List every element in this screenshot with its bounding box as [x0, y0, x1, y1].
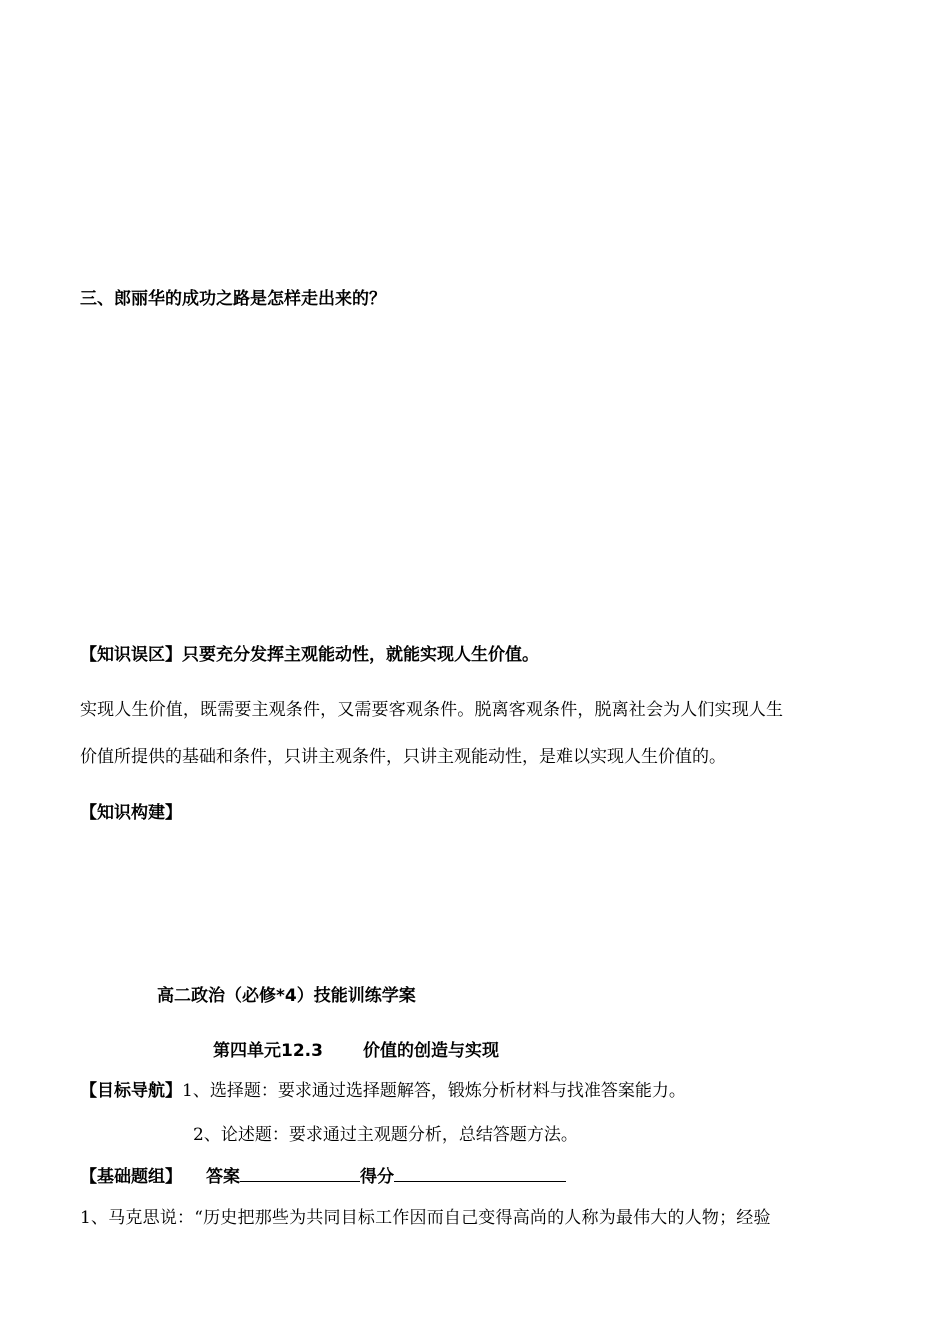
section3-question: 三、郎丽华的成功之路是怎样走出来的？: [80, 289, 386, 309]
misconception-label: 【知识误区】: [80, 645, 182, 665]
worksheet-topic: 价值的创造与实现: [362, 1041, 499, 1061]
misconception-explanation-line2: 价值所提供的基础和条件，只讲主观条件，只讲主观能动性，是难以实现人生价值的。: [80, 747, 726, 767]
answer-label: 答案: [206, 1167, 240, 1187]
score-blank[interactable]: [394, 1165, 566, 1182]
knowledge-build-label: 【知识构建】: [80, 803, 182, 823]
answer-blank[interactable]: [240, 1165, 360, 1182]
goals-row1: [80, 1080, 686, 1102]
score-label: 得分: [360, 1167, 394, 1187]
misconception-heading: [80, 644, 539, 666]
goals-item1: 1、选择题：要求通过选择题解答，锻炼分析材料与找准答案能力。: [182, 1081, 686, 1101]
worksheet-unit: 第四单元12.3: [213, 1041, 323, 1061]
misconception-statement: 只要充分发挥主观能动性，就能实现人生价值。: [182, 645, 539, 665]
question1-text: 1、马克思说：“历史把那些为共同目标工作因而自己变得高尚的人称为最伟大的人物；经验: [80, 1208, 771, 1228]
basic-group-label: 【基础题组】: [80, 1167, 182, 1187]
goals-label: 【目标导航】: [80, 1081, 182, 1101]
worksheet-subtitle: [213, 1040, 499, 1062]
goals-item2: 2、论述题：要求通过主观题分析，总结答题方法。: [193, 1125, 578, 1145]
basic-group-row: [80, 1165, 566, 1188]
worksheet-title: 高二政治（必修*4）技能训练学案: [157, 986, 416, 1006]
misconception-explanation-line1: 实现人生价值，既需要主观条件，又需要客观条件。脱离客观条件，脱离社会为人们实现人生: [80, 700, 784, 720]
